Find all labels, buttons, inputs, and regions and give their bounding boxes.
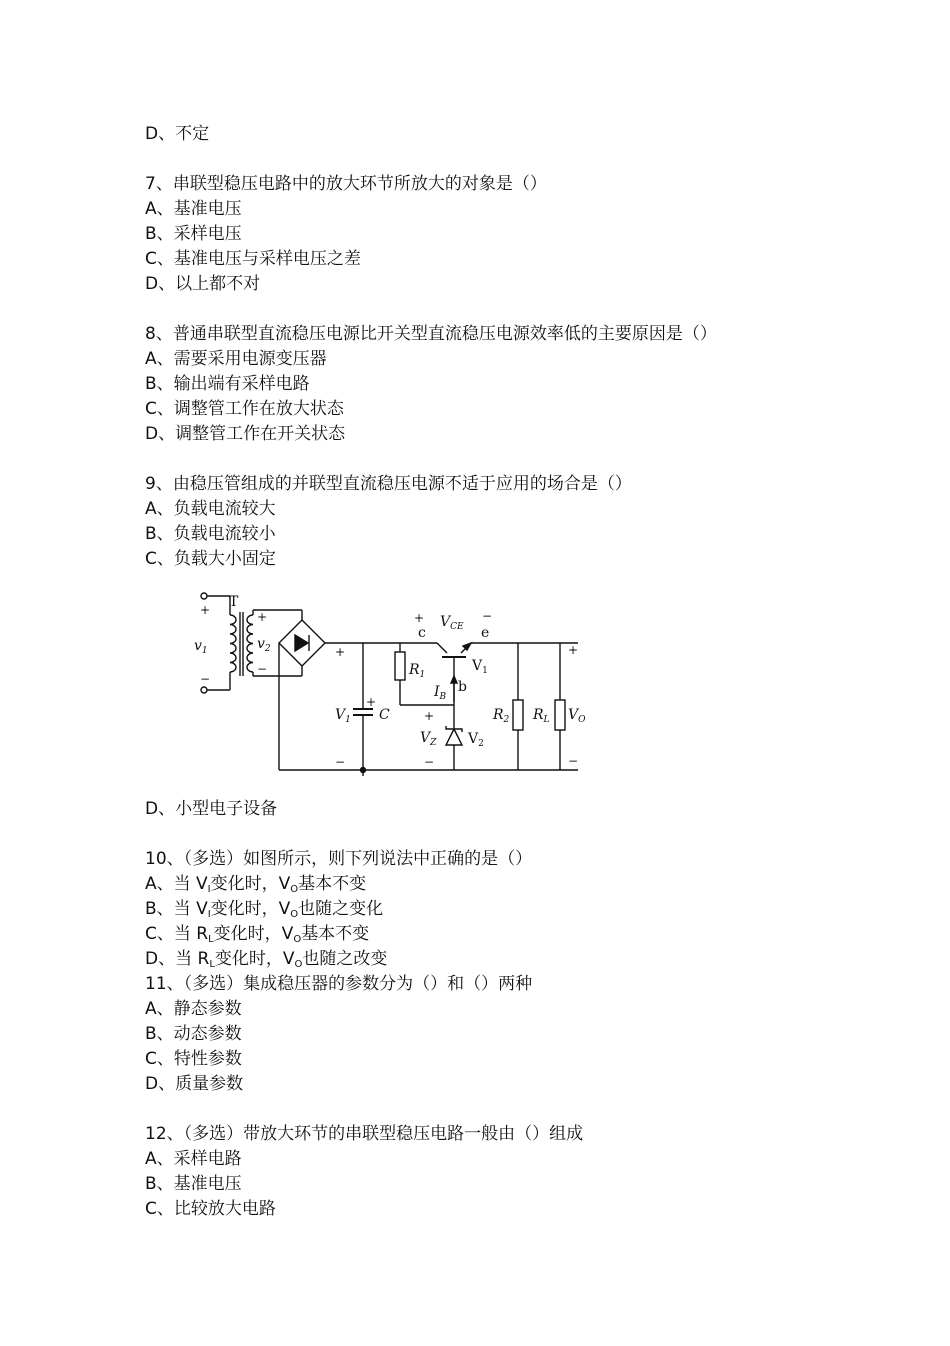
q7-option-a: A、基准电压 — [145, 199, 242, 219]
q7-option-c: C、基准电压与采样电压之差 — [145, 249, 361, 269]
q10-option-d: D、当 $R_L$变化时，$V_O$也随之改变 — [145, 949, 388, 970]
regulator-circuit-diagram — [190, 590, 600, 785]
label-c-terminal: c — [418, 625, 426, 641]
label-vz: $V_Z$ — [420, 730, 437, 748]
q11-option-d: D、质量参数 — [145, 1074, 244, 1094]
label-ib: $I_B$ — [434, 684, 447, 702]
label-c-terminal-plus: + — [414, 611, 425, 625]
q7-option-d: D、以上都不对 — [145, 274, 261, 294]
resistor-rl — [555, 700, 565, 730]
resistor-r1 — [395, 652, 405, 680]
q9-option-b: B、负载电流较小 — [145, 524, 276, 544]
label-v1-cap: $V_1$ — [335, 707, 351, 725]
q9-stem: 9、由稳压管组成的并联型直流稳压电源不适于应用的场合是（） — [145, 474, 632, 494]
resistor-r2 — [513, 700, 523, 730]
label-vz-plus: + — [424, 709, 435, 723]
q11-stem: 11、（多选）集成稳压器的参数分为（）和（）两种 — [145, 974, 533, 994]
q12-option-b: B、基准电压 — [145, 1174, 242, 1194]
label-e-terminal: e — [481, 625, 490, 641]
label-primary-minus: − — [200, 672, 211, 686]
label-v2-secondary: $v_2$ — [257, 636, 271, 654]
label-rail-plus: + — [335, 645, 346, 659]
q11-option-b: B、动态参数 — [145, 1024, 242, 1044]
transformer-primary-coil — [230, 615, 236, 672]
q8-option-c: C、调整管工作在放大状态 — [145, 399, 344, 419]
q10-option-a: A、当 $V_I$变化时，$V_O$基本不变 — [145, 874, 367, 895]
label-c: C — [379, 707, 390, 723]
label-v2-zener: $V_2$ — [468, 731, 484, 749]
label-output-minus: − — [568, 754, 579, 768]
q9-option-a: A、负载电流较大 — [145, 499, 276, 519]
label-vce: $V_{CE}$ — [440, 614, 464, 632]
primary-bottom-terminal — [201, 687, 207, 693]
q11-option-c: C、特性参数 — [145, 1049, 242, 1069]
label-rail-minus: − — [335, 755, 346, 769]
q6-option-d: D、不定 — [145, 124, 210, 144]
q9-option-c: C、负载大小固定 — [145, 549, 276, 569]
label-r1: $R_1$ — [409, 662, 426, 680]
label-v1-transistor: $V_1$ — [472, 658, 488, 676]
primary-top-terminal — [201, 593, 207, 599]
bridge-diode-symbol — [295, 635, 308, 651]
q12-option-c: C、比较放大电路 — [145, 1199, 276, 1219]
q11-option-a: A、静态参数 — [145, 999, 242, 1019]
label-secondary-plus: + — [257, 610, 268, 624]
label-secondary-minus: − — [257, 662, 268, 676]
label-vo: $V_O$ — [568, 707, 586, 725]
zener-diode-v2 — [446, 729, 462, 745]
q10-option-b: B、当 $V_I$变化时，$V_O$也随之变化 — [145, 899, 384, 920]
label-rl: $R_L$ — [533, 707, 550, 725]
label-r2: $R_2$ — [493, 707, 510, 725]
q9-option-d: D、小型电子设备 — [145, 799, 278, 819]
label-v1-input: $v_1$ — [194, 638, 208, 656]
q12-option-a: A、采样电路 — [145, 1149, 242, 1169]
q7-option-b: B、采样电压 — [145, 224, 242, 244]
transformer-secondary-coil — [247, 615, 253, 672]
q8-option-b: B、输出端有采样电路 — [145, 374, 310, 394]
q10-stem: 10、（多选）如图所示，则下列说法中正确的是（） — [145, 849, 533, 869]
label-c-plus: + — [366, 695, 377, 709]
base-current-arrow — [451, 676, 457, 683]
q8-option-a: A、需要采用电源变压器 — [145, 349, 327, 369]
label-primary-plus: + — [200, 603, 211, 617]
label-output-plus: + — [568, 643, 579, 657]
q10-option-c: C、当 $R_L$变化时，$V_O$基本不变 — [145, 924, 370, 945]
q8-stem: 8、普通串联型直流稳压电源比开关型直流稳压电源效率低的主要原因是（） — [145, 324, 717, 344]
q8-option-d: D、调整管工作在开关状态 — [145, 424, 346, 444]
label-b-terminal: b — [458, 679, 467, 695]
label-t: T — [229, 594, 239, 610]
label-vz-minus: − — [424, 755, 435, 769]
label-e-terminal-minus: − — [482, 609, 493, 623]
q7-stem: 7、串联型稳压电路中的放大环节所放大的对象是（） — [145, 174, 547, 194]
q12-stem: 12、（多选）带放大环节的串联型稳压电路一般由（）组成 — [145, 1124, 584, 1144]
